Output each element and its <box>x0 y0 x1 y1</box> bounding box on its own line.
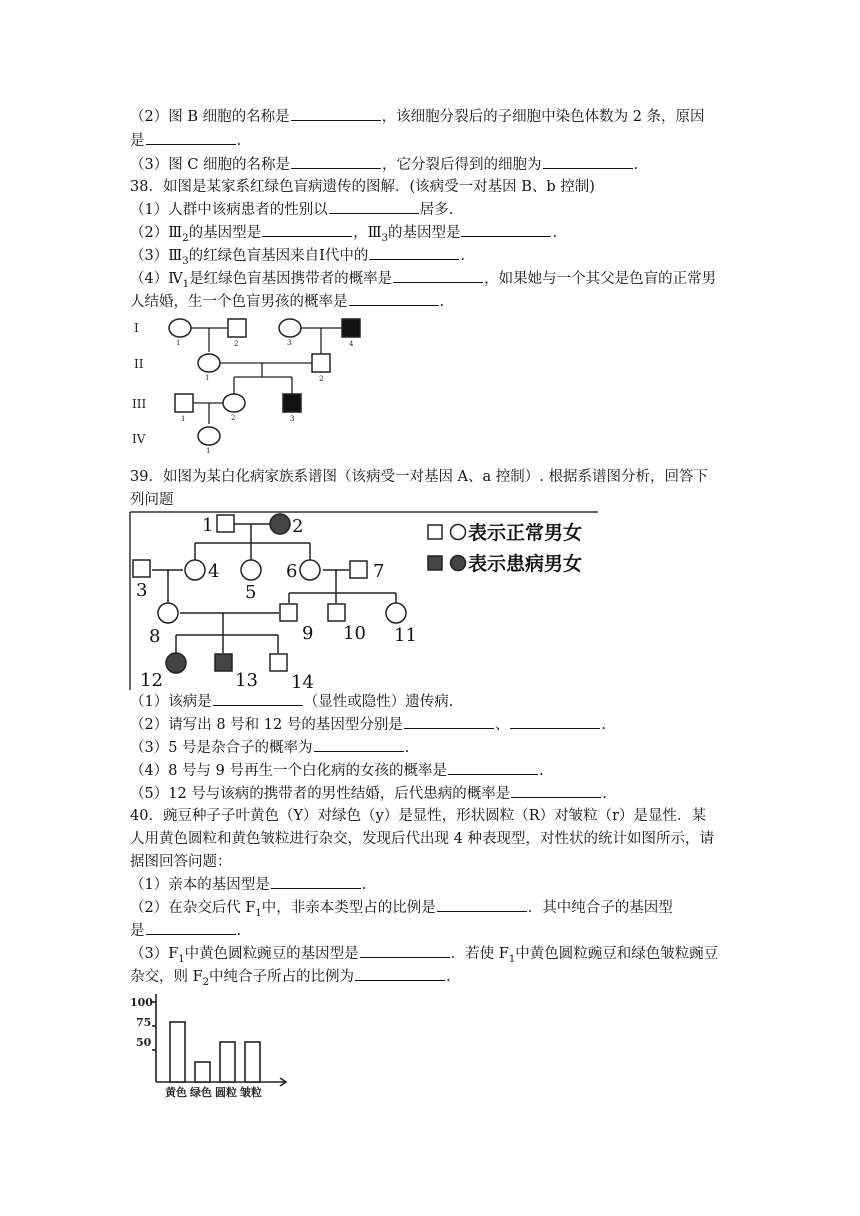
text: （3）图 C 细胞的名称是 <box>130 157 291 173</box>
q39-2 <box>130 714 606 735</box>
subscript: 1 <box>255 907 262 919</box>
subscript: 1 <box>178 953 185 965</box>
generation-label: III <box>132 397 147 411</box>
text: . <box>236 133 242 149</box>
text: （2）图 B 细胞的名称是 <box>130 109 290 125</box>
text: . <box>361 877 367 893</box>
subscript: 1 <box>182 278 190 290</box>
pedigree-male-III1 <box>175 394 193 412</box>
text: ．其中纯合子的基因型 <box>527 900 673 916</box>
text: ．若使 F <box>450 946 509 962</box>
pedigree-female-I1 <box>169 319 191 337</box>
text: 的基因型是 <box>188 225 262 241</box>
text: . <box>539 763 544 779</box>
q39-3 <box>130 737 409 758</box>
text: 、 <box>494 717 510 733</box>
individual-number: 6 <box>286 561 298 582</box>
pedigree-female-11 <box>386 603 406 623</box>
q37-2-line2 <box>130 130 241 151</box>
pedigree-female-8 <box>158 603 178 623</box>
individual-number: 12 <box>140 670 163 690</box>
text: 人结婚，生一个色盲男孩的概率是 <box>130 294 348 310</box>
text: 的基因型是 <box>387 225 461 241</box>
text: 40．豌豆种子子叶黄色（Y）对绿色（y）是显性，形状圆粒（R）对皱粒（r）是显性．某 <box>130 808 707 824</box>
bar-2 <box>220 1042 235 1082</box>
text: （1）人群中该病患者的性别以 <box>130 202 328 218</box>
individual-number: 8 <box>149 626 161 647</box>
q38-4-line2 <box>130 291 444 312</box>
text: （3）F <box>130 946 179 962</box>
text: 中黄色圆粒豌豆的基因型是 <box>184 946 359 962</box>
legend-female-affected <box>451 556 466 571</box>
pedigree-male-13-affected <box>215 654 232 671</box>
text: . <box>601 717 606 733</box>
text: 据图回答问题： <box>130 854 232 870</box>
text: . <box>602 786 607 802</box>
q40-3-line2 <box>130 966 451 993</box>
text: ，Ⅲ <box>353 225 382 241</box>
pedigree-colorblind <box>130 312 370 460</box>
text: 39．如图为某白化病家族系谱图（该病受一对基因 A、a 控制）. 根据系谱图分析，回答下 <box>130 469 709 485</box>
answer-blank[interactable] <box>291 106 381 121</box>
generation-label: IV <box>132 432 146 446</box>
bar-1 <box>195 1062 210 1082</box>
q38-1 <box>130 199 453 220</box>
text: （4）Ⅳ <box>130 271 183 287</box>
answer-blank[interactable] <box>448 760 538 775</box>
q40-title-line3 <box>130 852 232 872</box>
q37-3-line <box>130 154 638 175</box>
subscript: 3 <box>182 255 189 267</box>
individual-number: 2 <box>234 340 239 348</box>
pedigree-male-3 <box>133 560 150 577</box>
answer-blank[interactable] <box>271 874 361 889</box>
answer-blank[interactable] <box>543 154 633 169</box>
answer-blank[interactable] <box>404 714 494 729</box>
text: 居多. <box>419 202 454 218</box>
text: 38．如图是某家系红绿色盲病遗传的图解．(该病受一对基因 B、b 控制) <box>130 179 595 195</box>
q38-title <box>130 177 595 197</box>
text: . <box>552 225 558 241</box>
text: （显性或隐性）遗传病. <box>303 694 454 710</box>
text: （2）Ⅲ <box>130 225 183 241</box>
y-tick-label: 100 <box>130 996 153 1009</box>
pedigree-female-IV1 <box>198 427 220 445</box>
trait-bar-chart <box>128 990 298 1100</box>
x-tick-label: 圆粒 <box>215 1086 237 1099</box>
individual-number: 2 <box>319 375 324 383</box>
individual-number: 2 <box>231 414 236 422</box>
text: （5）12 号与该病的携带者的男性结婚，后代患病的概率是 <box>130 786 511 802</box>
individual-number: 1 <box>202 515 214 536</box>
individual-number: 3 <box>136 580 148 601</box>
x-tick-label: 黄色 <box>165 1086 187 1099</box>
text: 人用黄色圆粒和黄色皱粒进行杂交，发现后代出现 4 种表现型，对性状的统计如图所示，请 <box>130 831 714 847</box>
bar-3 <box>245 1042 260 1082</box>
text: 中纯合子所占的比例为 <box>209 969 355 985</box>
legend-male-normal <box>428 525 442 539</box>
answer-blank[interactable] <box>213 691 303 706</box>
pedigree-male-II2 <box>312 354 330 372</box>
individual-number: 10 <box>343 623 366 644</box>
generation-label: II <box>134 357 144 371</box>
pedigree-male-14 <box>270 654 287 671</box>
text: 的红绿色盲基因来自Ⅰ代中的 <box>188 248 369 264</box>
text: （2）请写出 8 号和 12 号的基因型分别是 <box>130 717 403 733</box>
individual-number: 1 <box>206 447 211 455</box>
bar-0 <box>170 1022 185 1082</box>
individual-number: 7 <box>373 561 385 582</box>
answer-blank[interactable] <box>510 714 600 729</box>
q40-title-line1 <box>130 806 706 826</box>
q37-2-line1 <box>130 106 705 127</box>
text: 中黄色圆粒豌豆和绿色皱粒豌豆 <box>515 946 719 962</box>
text: ，如果她与一个其父是色盲的正常男 <box>484 271 717 287</box>
pedigree-albinism <box>128 510 600 690</box>
text: . <box>460 248 465 264</box>
text: 是 <box>130 923 145 939</box>
pedigree-female-5 <box>241 560 261 580</box>
q39-title-line2 <box>130 490 174 510</box>
legend-female-normal <box>451 525 466 540</box>
answer-blank[interactable] <box>262 222 352 237</box>
text: . <box>633 157 639 173</box>
text: （4）8 号与 9 号再生一个白化病的女孩的概率是 <box>130 763 448 779</box>
text: （2）在杂交后代 F <box>130 900 256 916</box>
subscript: 3 <box>381 232 388 244</box>
pedigree-female-12-affected <box>166 653 186 673</box>
pedigree-female-6 <box>300 560 320 580</box>
text: 中，非亲本类型占的比例是 <box>261 900 436 916</box>
text: 是红绿色盲基因携带者的概率是 <box>189 271 393 287</box>
answer-blank[interactable] <box>314 737 404 752</box>
answer-blank[interactable] <box>360 943 450 958</box>
text: （1）亲本的基因型是 <box>130 877 270 893</box>
individual-number: 4 <box>349 340 354 348</box>
text: 杂交，则 F <box>130 969 203 985</box>
individual-number: 1 <box>181 415 186 423</box>
generation-label: I <box>134 321 139 335</box>
answer-blank[interactable] <box>146 920 236 935</box>
pedigree-female-I3 <box>279 319 301 337</box>
text: ，该细胞分裂后的子细胞中染色体数为 2 条，原因 <box>381 109 705 125</box>
q39-1 <box>130 691 453 712</box>
answer-blank[interactable] <box>291 154 381 169</box>
individual-number: 1 <box>205 374 210 382</box>
individual-number: 5 <box>245 582 257 603</box>
answer-blank[interactable] <box>146 130 236 145</box>
pedigree-male-10 <box>328 604 345 621</box>
individual-number: 3 <box>287 339 292 347</box>
pedigree-female-III2 <box>223 394 245 412</box>
pedigree-female-2-affected <box>270 514 290 534</box>
text: （3）Ⅲ <box>130 248 183 264</box>
subscript: 1 <box>508 953 516 965</box>
answer-blank[interactable] <box>329 199 419 214</box>
pedigree-male-7 <box>350 561 367 578</box>
q40-title-line2 <box>130 829 714 849</box>
q39-title-line1 <box>130 467 708 487</box>
individual-number: 14 <box>291 672 314 690</box>
pedigree-female-4 <box>185 560 205 580</box>
y-tick-label: 50 <box>136 1036 152 1049</box>
subscript: 2 <box>182 232 189 244</box>
text: （3）5 号是杂合子的概率为 <box>130 740 313 756</box>
pedigree-male-III3-affected <box>283 394 301 412</box>
individual-number: 1 <box>176 339 181 347</box>
text: 是 <box>130 133 145 149</box>
legend-affected-label: 表示患病男女 <box>468 553 583 575</box>
q39-5 <box>130 783 607 804</box>
answer-blank[interactable] <box>369 245 459 260</box>
individual-number: 13 <box>235 670 258 690</box>
answer-blank[interactable] <box>511 783 601 798</box>
text: 列问题 <box>130 492 174 508</box>
individual-number: 2 <box>292 516 304 537</box>
x-tick-label: 皱粒 <box>240 1086 262 1099</box>
individual-number: 3 <box>290 415 295 423</box>
answer-blank[interactable] <box>355 966 445 981</box>
answer-blank[interactable] <box>461 222 551 237</box>
text: . <box>446 969 451 985</box>
individual-number: 9 <box>302 623 314 644</box>
q40-1 <box>130 874 366 895</box>
pedigree-male-I2 <box>228 319 246 337</box>
q40-2-line2 <box>130 920 241 941</box>
pedigree-female-II1 <box>198 354 220 372</box>
y-tick-label: 75 <box>136 1016 152 1029</box>
text: . <box>236 923 242 939</box>
legend-male-affected <box>428 556 442 570</box>
pedigree-male-1 <box>217 515 234 532</box>
text: . <box>404 740 410 756</box>
x-tick-label: 绿色 <box>190 1086 212 1099</box>
legend-normal-label: 表示正常男女 <box>468 522 583 544</box>
text: . <box>439 294 445 310</box>
text: （1）该病是 <box>130 694 212 710</box>
q39-4 <box>130 760 544 781</box>
pedigree-male-9 <box>280 604 297 621</box>
pedigree-male-I4-affected <box>342 319 360 337</box>
answer-blank[interactable] <box>393 268 483 283</box>
text: ，它分裂后得到的细胞为 <box>382 157 542 173</box>
individual-number: 11 <box>394 625 417 646</box>
answer-blank[interactable] <box>437 897 527 912</box>
answer-blank[interactable] <box>349 291 439 306</box>
subscript: 2 <box>202 976 210 988</box>
individual-number: 4 <box>208 561 220 582</box>
